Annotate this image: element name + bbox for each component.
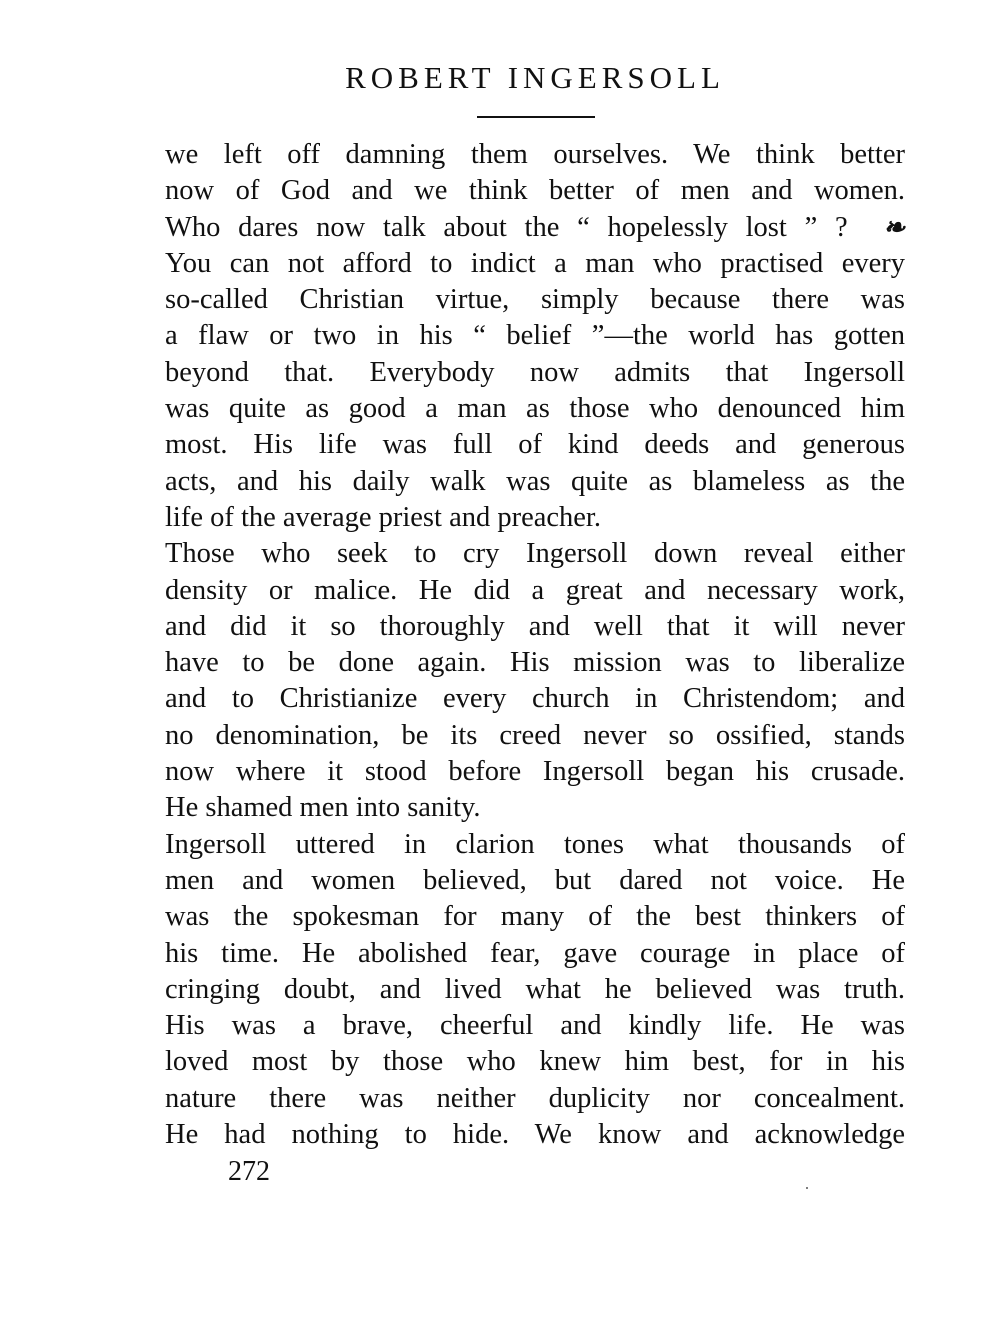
text-line: acts, and his daily walk was quite as blameless as the <box>165 465 905 497</box>
text-line: density or malice. He did a great and necessary work, <box>165 574 905 606</box>
text-line: now of God and we think better of men and women. <box>165 175 905 207</box>
text-line: men and women believed, but dared not voice. He <box>165 864 905 896</box>
text-line: You can not afford to indict a man who practised every <box>165 247 905 279</box>
text-line: and did it so thoroughly and well that it will never <box>165 610 905 642</box>
body-text <box>165 137 905 1153</box>
text-line-with-ornament <box>165 210 905 246</box>
text-line: beyond that. Everybody now admits that Ingersoll <box>165 356 905 388</box>
running-head: ROBERT INGERSOLL <box>345 60 725 95</box>
text-line: life of the average priest and preacher. <box>165 501 601 533</box>
text-line: was the spokesman for many of the best thinkers of <box>165 901 905 933</box>
text-line: his time. He abolished fear, gave courage in place of <box>165 937 905 969</box>
text-line: we left off damning them ourselves. We think better <box>165 139 905 170</box>
text-line: Those who seek to cry Ingersoll down reveal either <box>165 538 905 570</box>
text-line: and to Christianize every church in Christendom; and <box>165 683 905 715</box>
text-line: He shamed men into sanity. <box>165 792 481 824</box>
text-line: most. His life was full of kind deeds and generous <box>165 429 905 461</box>
text-line: was quite as good a man as those who denounced him <box>165 393 905 425</box>
text-line: no denomination, be its creed never so ossified, stands <box>165 719 905 751</box>
text-line: cringing doubt, and lived what he believed was truth. <box>165 973 905 1005</box>
text-line: He had nothing to hide. We know and acknowledge <box>165 1119 905 1151</box>
text-line: nature there was neither duplicity nor concealment. <box>165 1082 905 1114</box>
fleuron-ornament-icon: ❧ <box>883 212 905 242</box>
text-line: a flaw or two in his “ belief ”—the world has gotten <box>165 320 905 352</box>
text-line: Ingersoll uttered in clarion tones what thousands of <box>165 828 905 860</box>
text-line: so-called Christian virtue, simply because there was <box>165 284 905 316</box>
text-line-content: Who dares now talk about the “ hopelessly lost ” ? <box>165 211 848 243</box>
text-line: loved most by those who knew him best, for in his <box>165 1046 905 1078</box>
text-line: now where it stood before Ingersoll began his crusade. <box>165 756 905 788</box>
paper-speck <box>806 1187 808 1189</box>
text-line: have to be done again. His mission was to liberalize <box>165 647 905 679</box>
page-number: 272 <box>228 1156 270 1187</box>
text-line: His was a brave, cheerful and kindly life. He was <box>165 1010 905 1042</box>
header-rule <box>477 116 595 118</box>
